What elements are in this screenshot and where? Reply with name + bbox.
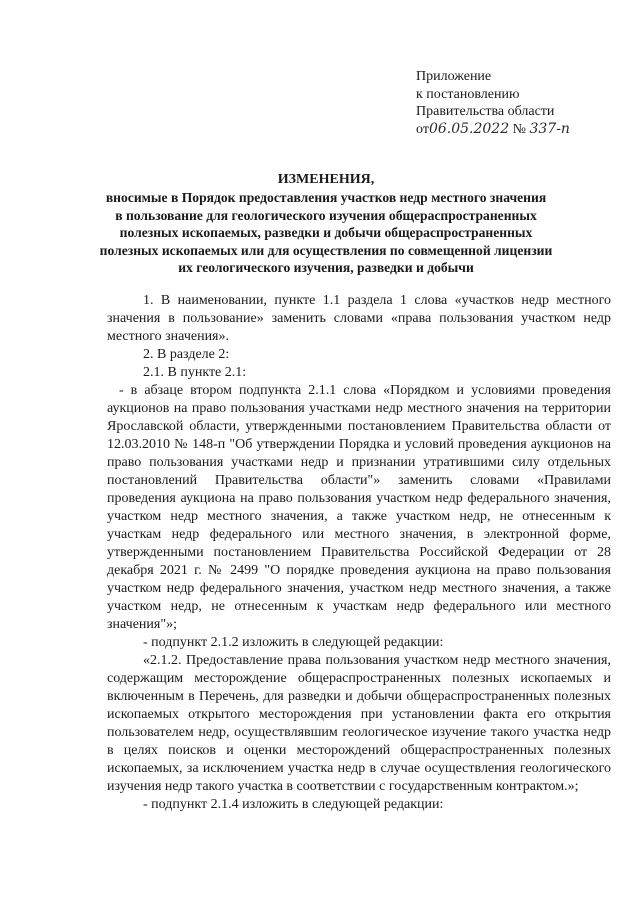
appendix-block <box>416 68 570 138</box>
subtitle-line: полезных ископаемых или для осуществления по совмещенной лицензии <box>99 242 553 258</box>
subtitle-line: вносимые в Порядок предоставления участков недр местного значения <box>105 190 547 205</box>
paragraph: - в абзаце втором подпункта 2.1.1 слова «Порядком и условиями проведения аукционов на право пользования участками недр местного значения на территории Ярославской области, утвержденными постановлением Правительства области от 12.03.2010 № 148-п "Об утверждении Порядка и условий проведения аукционов на право пользования участками недр и признании утратившими силу отдельных постановлений Правительства области"» заменить словами «Правилами проведения аукциона на право пользования участком недр федерального значения, участком недр местного значения, а также участком недр, не отнесенным к участкам недр федерального или местного значения, в электронной форме, утвержденными постановлением Правительства Российской Федерации от 28 декабря 2021 г. № 2499 "О порядке проведения аукциона на право пользования участком недр федерального значения, участком недр местного значения, а также участком недр, не отнесенным к участкам недр федерального или местного значения"»; <box>107 383 611 632</box>
document-body <box>107 292 611 814</box>
paragraph: - подпункт 2.1.2 изложить в следующей редакции: <box>143 635 444 650</box>
subtitle-line: в пользование для геологического изучения общераспространенных <box>115 207 537 223</box>
appendix-line-1: Приложение <box>416 69 492 84</box>
handwritten-date: 06.05.2022 <box>428 120 510 137</box>
handwritten-number: 337-п <box>529 120 570 137</box>
number-prefix: № <box>512 121 526 137</box>
paragraph: 2. В разделе 2: <box>143 347 230 362</box>
document-subtitle <box>96 189 556 277</box>
date-prefix: от <box>416 121 429 137</box>
appendix-line-3: Правительства области <box>416 104 555 119</box>
appendix-line-2: к постановлению <box>416 86 520 102</box>
document-title: ИЗМЕНЕНИЯ, <box>277 172 375 187</box>
paragraph: 1. В наименовании, пункте 1.1 раздела 1 слова «участков недр местного значения в пользование» заменить словами «права пользования участком недр местного значения». <box>107 293 611 344</box>
appendix-date-line <box>416 121 570 139</box>
paragraph: «2.1.2. Предоставление права пользования участком недр местного значения, содержащим месторождение общераспространенных полезных ископаемых и включенным в Перечень, для разведки и добычи общераспространенных полезных ископаемых открытого месторождения при установлении факта его открытия пользователем недр, осуществлявшим геологическое изучение такого участка недр в целях поисков и оценки месторождений общераспространенных полезных ископаемых, за исключением участка недр в случае осуществления геологического изучения недр такого участка в соответствии с государственным контрактом.»; <box>107 653 611 794</box>
subtitle-line: полезных ископаемых, разведки и добычи общераспространенных <box>119 225 533 240</box>
paragraph: - подпункт 2.1.4 изложить в следующей редакции: <box>143 797 444 812</box>
paragraph: 2.1. В пункте 2.1: <box>143 365 247 380</box>
subtitle-line: их геологического изучения, разведки и добычи <box>178 260 474 275</box>
